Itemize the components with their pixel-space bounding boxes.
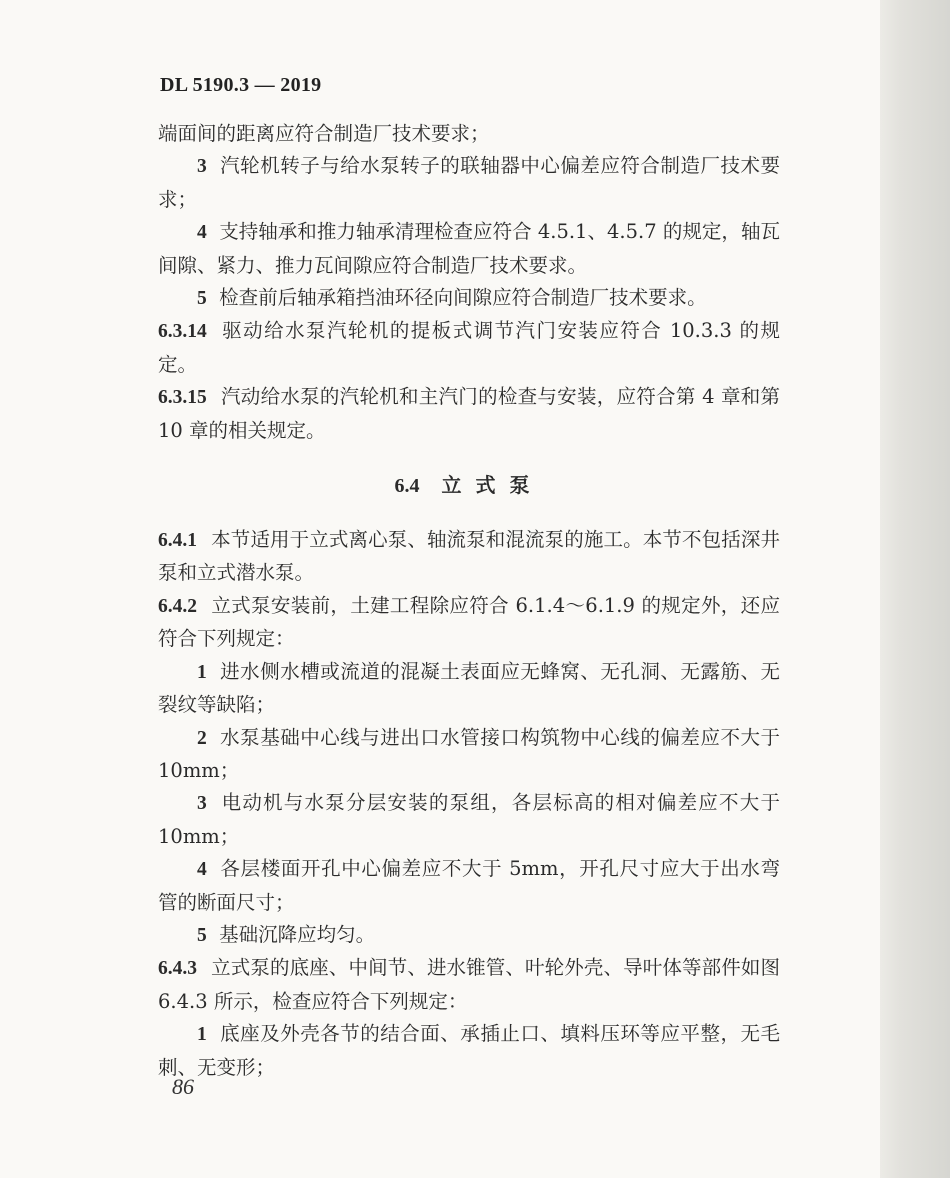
item-number: 4 <box>197 222 207 244</box>
list-item <box>158 216 780 282</box>
clause-text: 立式泵安装前，土建工程除应符合 6.1.4～6.1.9 的规定外，还应符合下列规定： <box>158 593 780 651</box>
clause-number: 6.3.14 <box>158 321 207 343</box>
list-item <box>158 722 780 788</box>
item-number: 3 <box>197 156 207 178</box>
item-number: 4 <box>197 859 207 881</box>
item-number: 2 <box>197 727 207 749</box>
page-edge-shadow <box>880 0 950 1178</box>
clause <box>158 381 780 447</box>
document-code-header: DL 5190.3 — 2019 <box>160 74 322 96</box>
clause-text: 本节适用于立式离心泵、轴流泵和混流泵的施工。本节不包括深井泵和立式潜水泵。 <box>158 528 780 585</box>
item-number: 5 <box>197 924 207 946</box>
section-number: 6.4 <box>394 475 420 498</box>
clause-number: 6.4.1 <box>158 530 197 552</box>
item-text: 各层楼面开孔中心偏差应不大于 5mm，开孔尺寸应大于出水弯管的断面尺寸； <box>158 857 780 914</box>
list-item <box>158 853 780 919</box>
clause-number: 6.3.15 <box>158 387 207 409</box>
item-text: 电动机与水泵分层安装的泵组，各层标高的相对偏差应不大于 10mm； <box>158 791 780 848</box>
section-title: 立式泵 <box>441 473 544 498</box>
list-item <box>158 919 780 952</box>
list-item <box>158 656 780 722</box>
clause-number: 6.4.2 <box>158 595 197 617</box>
item-text: 底座及外壳各节的结合面、承插止口、填料压环等应平整，无毛刺、无变形； <box>158 1022 780 1079</box>
section-heading <box>158 469 780 502</box>
item-text: 支持轴承和推力轴承清理检查应符合 4.5.1、4.5.7 的规定，轴瓦间隙、紧力、推力瓦间隙应符合制造厂技术要求。 <box>158 220 780 277</box>
list-item <box>158 282 780 315</box>
paragraph <box>158 118 780 150</box>
item-text: 检查前后轴承箱挡油环径向间隙应符合制造厂技术要求。 <box>219 286 707 310</box>
clause-text: 驱动给水泵汽轮机的提板式调节汽门安装应符合 10.3.3 的规定。 <box>158 319 780 376</box>
item-number: 1 <box>197 661 207 683</box>
item-text: 基础沉降应均匀。 <box>219 922 376 946</box>
list-item <box>158 150 780 216</box>
item-number: 1 <box>197 1024 207 1046</box>
item-number: 5 <box>197 288 207 310</box>
paragraph-text: 端面间的距离应符合制造厂技术要求； <box>158 122 490 145</box>
clause <box>158 952 780 1018</box>
item-text: 进水侧水槽或流道的混凝土表面应无蜂窝、无孔洞、无露筋、无裂纹等缺陷； <box>158 659 780 717</box>
clause <box>158 590 780 656</box>
page-body <box>158 118 780 1084</box>
list-item <box>158 787 780 853</box>
page-number: 86 <box>172 1074 194 1099</box>
item-number: 3 <box>197 793 207 815</box>
clause-text: 立式泵的底座、中间节、进水锥管、叶轮外壳、导叶体等部件如图 6.4.3 所示，检查应符合下列规定： <box>158 956 780 1013</box>
clause <box>158 315 780 381</box>
clause-number: 6.4.3 <box>158 958 197 980</box>
clause-text: 汽动给水泵的汽轮机和主汽门的检查与安装，应符合第 4 章和第 10 章的相关规定。 <box>158 385 780 442</box>
clause <box>158 524 780 590</box>
item-text: 水泵基础中心线与进出口水管接口构筑物中心线的偏差应不大于 10mm； <box>158 725 780 782</box>
item-text: 汽轮机转子与给水泵转子的联轴器中心偏差应符合制造厂技术要求； <box>158 154 780 211</box>
list-item <box>158 1018 780 1084</box>
